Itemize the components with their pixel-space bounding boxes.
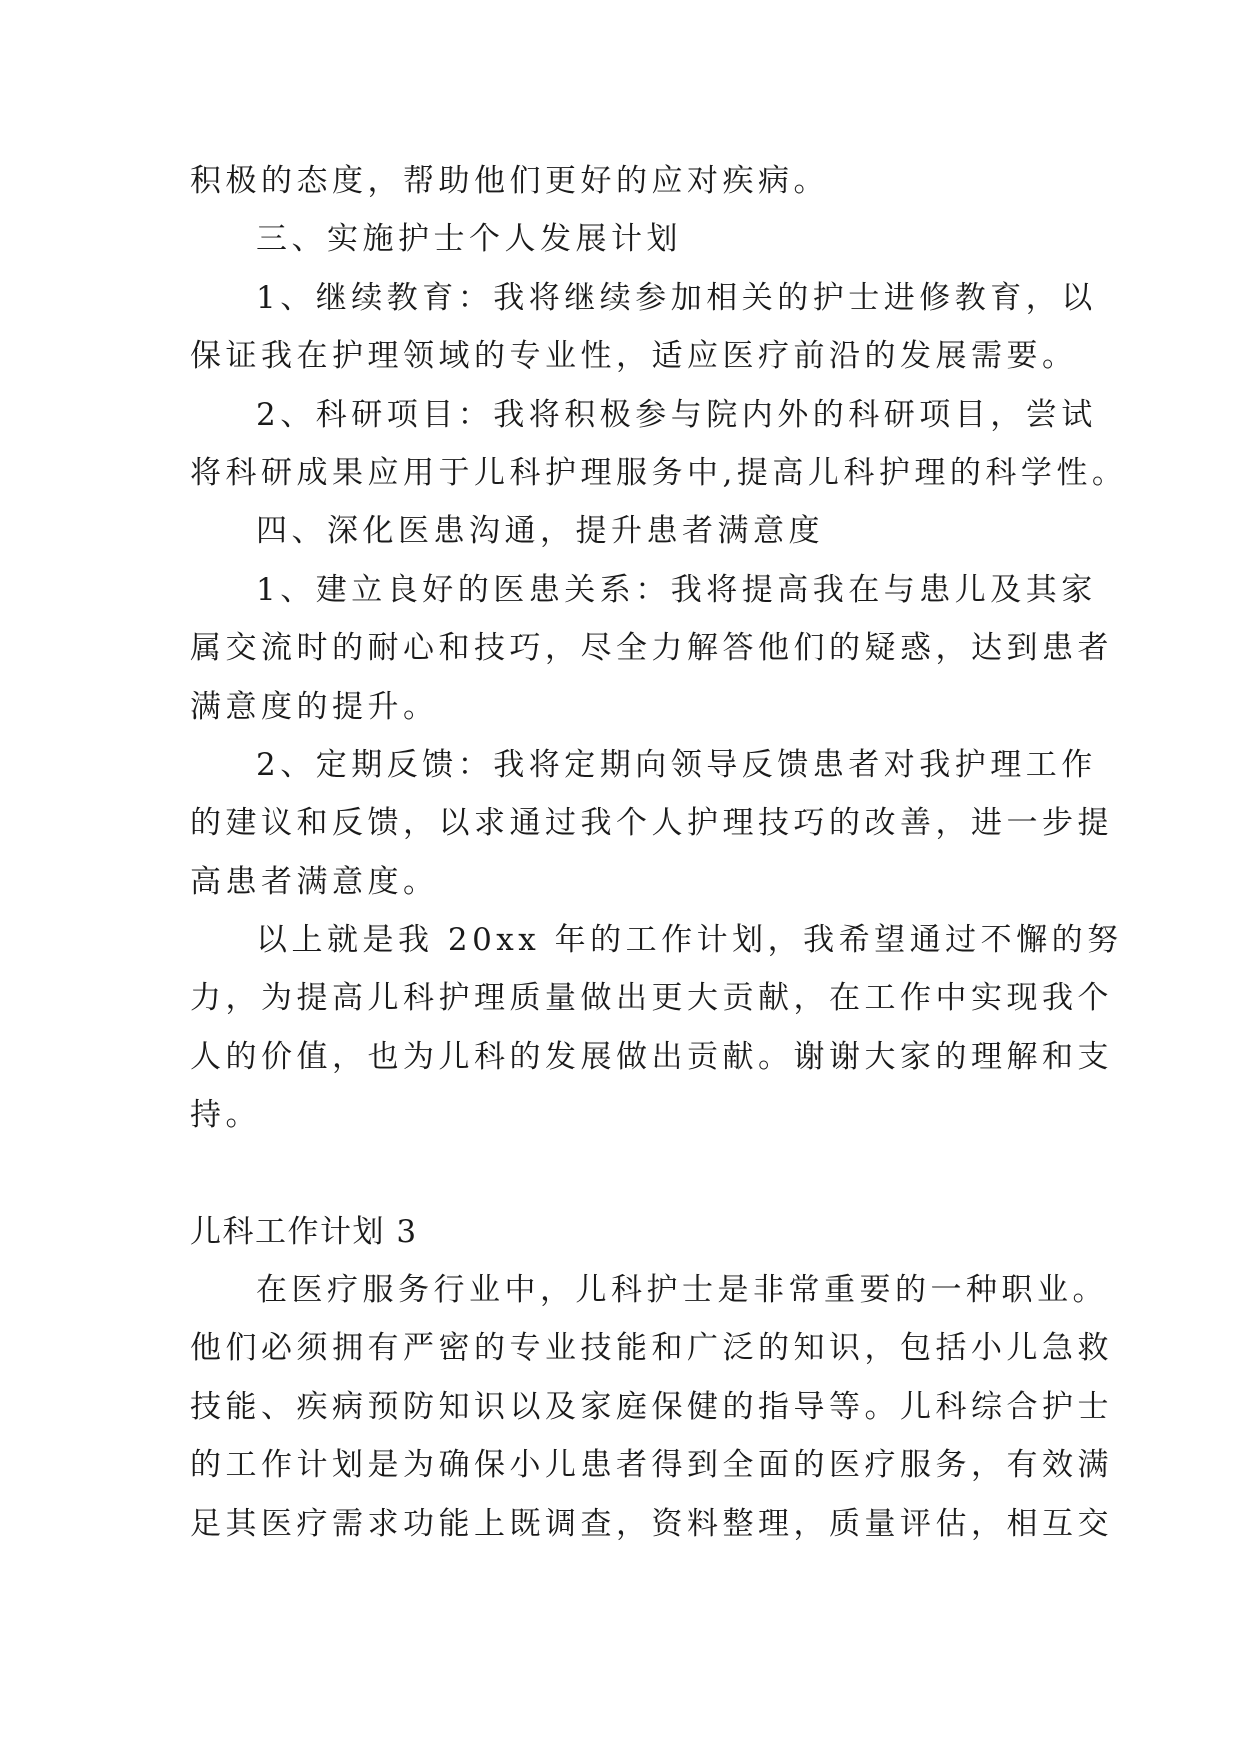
body-line: 力，为提高儿科护理质量做出更大贡献，在工作中实现我个 <box>190 980 1113 1017</box>
body-line: 持。 <box>190 1097 261 1134</box>
body-line: 积极的态度，帮助他们更好的应对疾病。 <box>190 163 829 199</box>
body-line: 在医疗服务行业中，儿科护士是非常重要的一种职业。 <box>256 1272 1108 1309</box>
body-line: 技能、疾病预防知识以及家庭保健的指导等。儿科综合护士 <box>190 1388 1113 1425</box>
section-heading: 三、实施护士个人发展计划 <box>256 221 682 258</box>
body-line: 2、科研项目：我将积极参与院内外的科研项目，尝试 <box>256 396 1097 433</box>
paragraph-gap <box>190 1145 1090 1203</box>
body-line: 人的价值，也为儿科的发展做出贡献。谢谢大家的理解和支 <box>190 1038 1113 1075</box>
body-line: 他们必须拥有严密的专业技能和广泛的知识，包括小儿急救 <box>190 1330 1113 1367</box>
body-line: 以上就是我 20xx 年的工作计划，我希望通过不懈的努 <box>256 922 1123 959</box>
document-body <box>190 152 1128 1553</box>
body-line: 的工作计划是为确保小儿患者得到全面的医疗服务，有效满 <box>190 1447 1113 1484</box>
body-line: 的建议和反馈，以求通过我个人护理技巧的改善，进一步提 <box>190 805 1113 842</box>
body-line: 将科研成果应用于儿科护理服务中,提高儿科护理的科学性。 <box>190 454 1128 491</box>
body-line: 足其医疗需求功能上既调查，资料整理，质量评估，相互交 <box>190 1505 1113 1542</box>
body-line: 1、继续教育：我将继续参加相关的护士进修教育，以 <box>256 279 1097 316</box>
section-heading: 四、深化医患沟通，提升患者满意度 <box>256 513 824 550</box>
body-line: 2、定期反馈：我将定期向领导反馈患者对我护理工作 <box>256 746 1097 783</box>
document-heading: 儿科工作计划 3 <box>190 1213 418 1250</box>
body-line: 保证我在护理领域的专业性，适应医疗前沿的发展需要。 <box>190 338 1078 375</box>
body-line: 属交流时的耐心和技巧，尽全力解答他们的疑惑，达到患者 <box>190 630 1113 667</box>
body-line: 高患者满意度。 <box>190 863 439 900</box>
body-line: 1、建立良好的医患关系：我将提高我在与患儿及其家 <box>256 571 1097 608</box>
body-line: 满意度的提升。 <box>190 688 439 725</box>
